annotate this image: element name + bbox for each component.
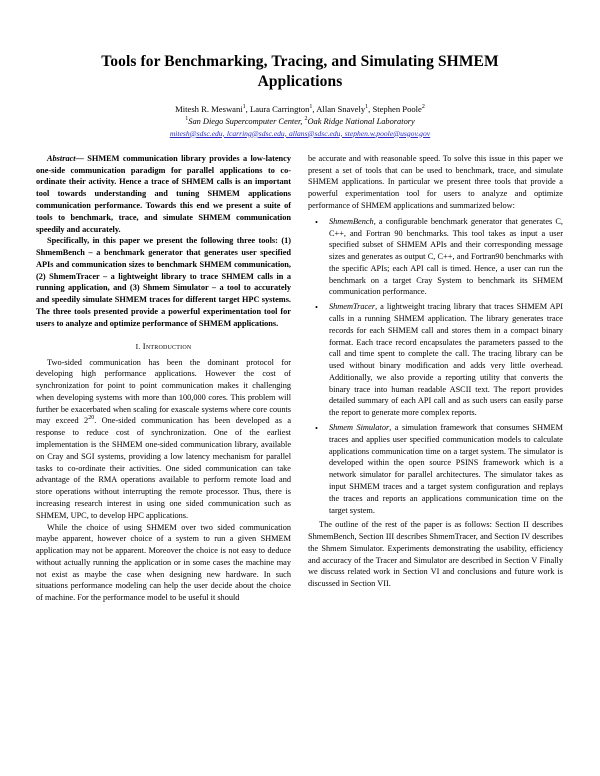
author-name-3: Stephen Poole [372, 103, 422, 114]
bullet-icon: • [315, 423, 318, 434]
tool-name-shmemtracer: ShmemTracer [329, 302, 376, 312]
affiliation-sup-1: 2 [304, 116, 308, 123]
exponent-value: 20 [88, 415, 95, 422]
tool-desc-shmemtracer: , a lightweight tracing library that traces SHMEM API calls in a running SHMEM application. The library generates trace records for each SHMEM call and stores them in a compact binary format. Each trace record encapsulates the parameters passed to the call and time spent to complete the call. The tracing library can be used without binary modification and adds very little overhead. Additionally, we also provide a reporting utility that converts the binary trace into human readable ASCII text. The report provides detailed summary of each API call and as such users can easily parse the report to generate more complex reports. [329, 302, 563, 418]
tool-name-shmembench: ShmemBench [329, 216, 374, 226]
affiliation-list [36, 116, 564, 127]
author-sup-3: 2 [421, 103, 425, 110]
author-sup-1: 1 [309, 103, 313, 110]
section-title: Introduction [142, 340, 192, 351]
affiliation-name-1: Oak Ridge National Laboratory [307, 117, 415, 127]
abstract-label: Abstract— [47, 153, 84, 163]
author-name-0: Mitesh R. Meswani [175, 103, 243, 114]
affiliation-name-0: San Diego Supercomputer Center, [188, 117, 303, 127]
bullet-icon: • [315, 302, 318, 313]
intro-paragraph-1 [36, 357, 291, 522]
paper-outline-paragraph: The outline of the rest of the paper is as follows: Section II describes ShmemBench, Section III describes ShmemTracer, and Section IV describes the Shmem Simulator. Experiments demonstrating the usability, efficiency and accuracy of the Tracer and Simulator are described in Section V Finally we discuss related work in Section VI and conclusions and future work is discussed in Section VII. [308, 520, 563, 589]
list-item [308, 301, 563, 419]
author-emails[interactable]: mitesh@sdsc.edu, lcarring@sdsc.edu, allans@sdsc.edu, stephen.w.poole@usgov.gov [169, 128, 431, 138]
section-numeral: I. [135, 341, 141, 351]
right-column [308, 153, 563, 590]
intro-para1-a: Two-sided communication has been the dominant protocol for developing high performance applications. However the cost of synchronization for point to point communication makes it challenging when developing systems with more than 100,000 cores. This problem will further be exacerbated when scaling for exascale systems where core counts may exceed 2 [36, 357, 291, 426]
tool-desc-shmembench: , a configurable benchmark generator that generates C, C++, and Fortran 90 benchmarks. This tool takes as input a user specified subset of SHMEM APIs and their corresponding message sizes and generates as output C, C++, and Fortran90 benchmarks with the specific APIs; each API call is timed. Hence, a user can run the benchmark on a target Cray System to benchmark its SHMEM communication performance. [329, 216, 563, 297]
list-item [308, 216, 563, 298]
intro-paragraph-2-continued: be accurate and with reasonable speed. To solve this issue in this paper we present a set of tools that can be used to benchmark, trace, and simulate SHMEM applications. In particular we present three tools that provide a powerful experimentation tool for users to analyze and optimize performance of SHMEM applications and summarized below: [308, 153, 563, 210]
author-sup-0: 1 [242, 103, 246, 110]
abstract-paragraph-2: Specifically, in this paper we present the following three tools: (1) ShmemBench – a benchmark generator that generates user specified APIs and communication sizes to benchmark SHMEM communication, (2) ShmemTracer – a lightweight library to trace SHMEM calls in a running application, and (3) Shmem Simulator – a tool to accurately and speedily simulate SHMEM traces for different target HPC systems. The three tools presented provide a powerful experimentation tool for users to analyze and optimize performance of SHMEM applications. [36, 236, 291, 328]
section-heading-introduction [36, 341, 291, 351]
tools-bullet-list [308, 216, 563, 517]
intro-para1-b: . One-sided communication has been developed as a response to reduce cost of synchronization. One of the earliest implementation is the SHMEM one-sided communication library, available on Cray and SGI systems, providing a low latency mechanism for parallel tasks to co-ordinate their activities. One sided communication can take advantage of the RMA operations available to perform remote load and store operations without interrupting the remote processor. Thus, there is increasing research interest in using one sided communication such as SHMEM, UPC, to develop HPC applications. [36, 416, 291, 520]
author-sup-2: 1 [365, 103, 369, 110]
abstract-paragraph-1 [36, 153, 291, 235]
list-item [308, 422, 563, 516]
tool-desc-shmem-simulator: , a simulation framework that consumes SHMEM traces and applies user specified communication models to calculate applications communication time on a target system. The simulator is developed within the open source PSINS framework which is a network simulator for parallel architectures. The simulator takes as input SHMEM traces and a target system configuration and replays the traces and reports an applications communication time on the target system. [329, 423, 563, 515]
author-list: Mitesh R. Meswani$^1$, Laura Carrington$^1$, Allan Snavely$^1$, Stephen Poole$^2$ [175, 103, 425, 114]
author-name-1: Laura Carrington [249, 103, 310, 114]
affiliation-sup-0: 1 [185, 116, 189, 123]
page-title: Tools for Benchmarking, Tracing, and Simulating SHMEM Applications [101, 53, 499, 90]
bullet-icon: • [315, 216, 318, 227]
left-column [36, 153, 291, 604]
author-name-2: Allan Snavely [316, 103, 366, 114]
tool-name-shmem-simulator: Shmem Simulator [329, 423, 390, 433]
two-column-body [36, 153, 564, 604]
abstract-text-1: SHMEM communication library provides a low-latency one-side communication paradigm for parallel applications to co-ordinate their activity. Hence a trace of SHMEM calls is an important tool towards understanding and tuning SHMEM applications communication performance. Towards this end we present a suite of tools to benchmark, trace, and simulate SHMEM communication speedily and accurately. [36, 153, 291, 234]
intro-paragraph-2: While the choice of using SHMEM over two sided communication maybe apparent, however choice of a system to run a given SHMEM application may not be apparent. Moreover the choice is not easy to deduce without actually running the application or in some cases the machine may not exist as maybe the case when designing new hardware. In such situations performance modeling can help the user decide about the choice of machine. For the performance model to be useful it should [36, 522, 291, 603]
